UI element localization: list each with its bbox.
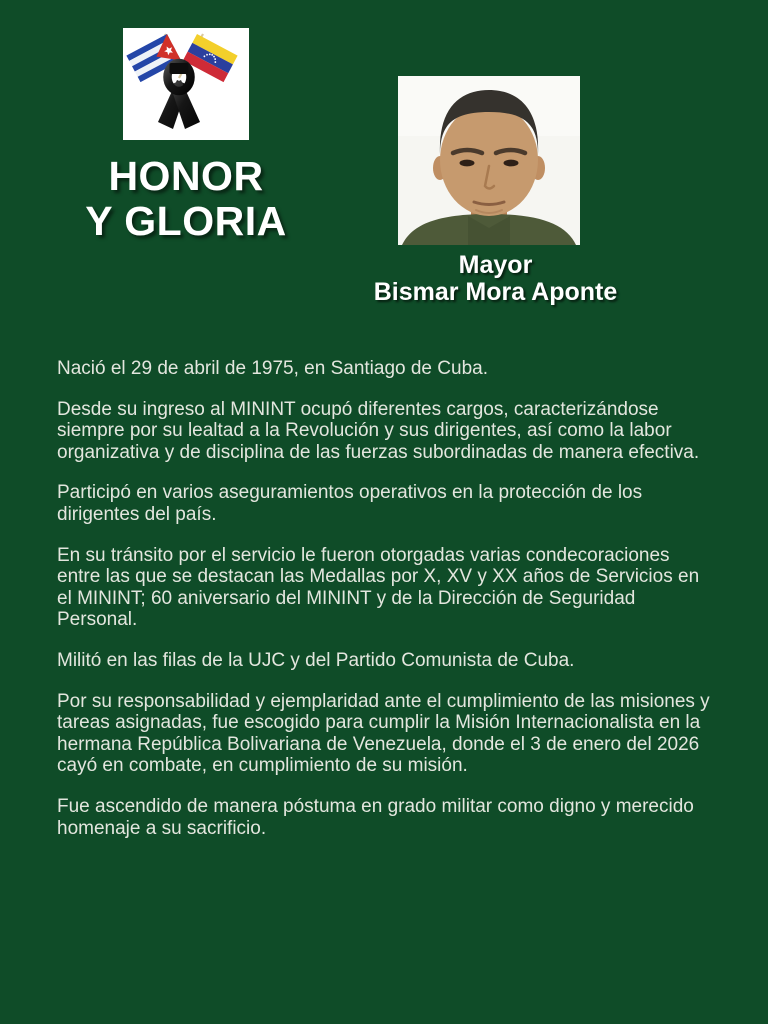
bio-paragraph: En su tránsito por el servicio le fueron otorgadas varias condecoraciones entre las que se destacan las Medallas por X, XV y XX años de Servicios en el MININT; 60 aniversario del MININT y de la Dirección de Seguridad Personal. — [57, 544, 700, 631]
biography — [57, 358, 714, 858]
page-title — [36, 154, 336, 244]
bio-paragraph: Por su responsabilidad y ejemplaridad ante el cumplimiento de las misiones y tareas asignadas, fue escogido para cumplir la Misión Internacionalista en la hermana República Bolivariana de Venezuela, donde el 3 de enero del 2026 cayó en combate, en cumplimiento de su misión. — [57, 690, 710, 777]
title-line-2: Y GLORIA — [85, 198, 287, 244]
officer-name: Bismar Mora Aponte — [373, 278, 618, 306]
bio-paragraph: Desde su ingreso al MININT ocupó diferentes cargos, caracterizándose siempre por su lealtad a la Revolución y sus dirigentes, así como la labor organizativa y de disciplina de las fuerzas subordinadas de manera efectiva. — [57, 398, 700, 463]
bio-paragraph: Fue ascendido de manera póstuma en grado militar como digno y merecido homenaje a su sacrificio. — [57, 795, 694, 839]
officer-caption — [338, 252, 653, 306]
flags-emblem-box — [123, 28, 249, 140]
mourning-ribbon-icon — [158, 63, 200, 129]
crossed-flags-mourning-ribbon-icon — [123, 28, 249, 140]
title-line-1: HONOR — [108, 153, 264, 199]
portrait-photo — [398, 76, 580, 245]
bio-paragraph: Militó en las filas de la UJC y del Partido Comunista de Cuba. — [57, 649, 575, 671]
bio-paragraph: Nació el 29 de abril de 1975, en Santiago de Cuba. — [57, 358, 488, 379]
portrait-illustration — [398, 76, 580, 245]
officer-rank: Mayor — [458, 251, 533, 279]
cuba-flag-icon — [126, 34, 181, 82]
bio-paragraph: Participó en varios aseguramientos operativos en la protección de los dirigentes del país. — [57, 482, 643, 525]
